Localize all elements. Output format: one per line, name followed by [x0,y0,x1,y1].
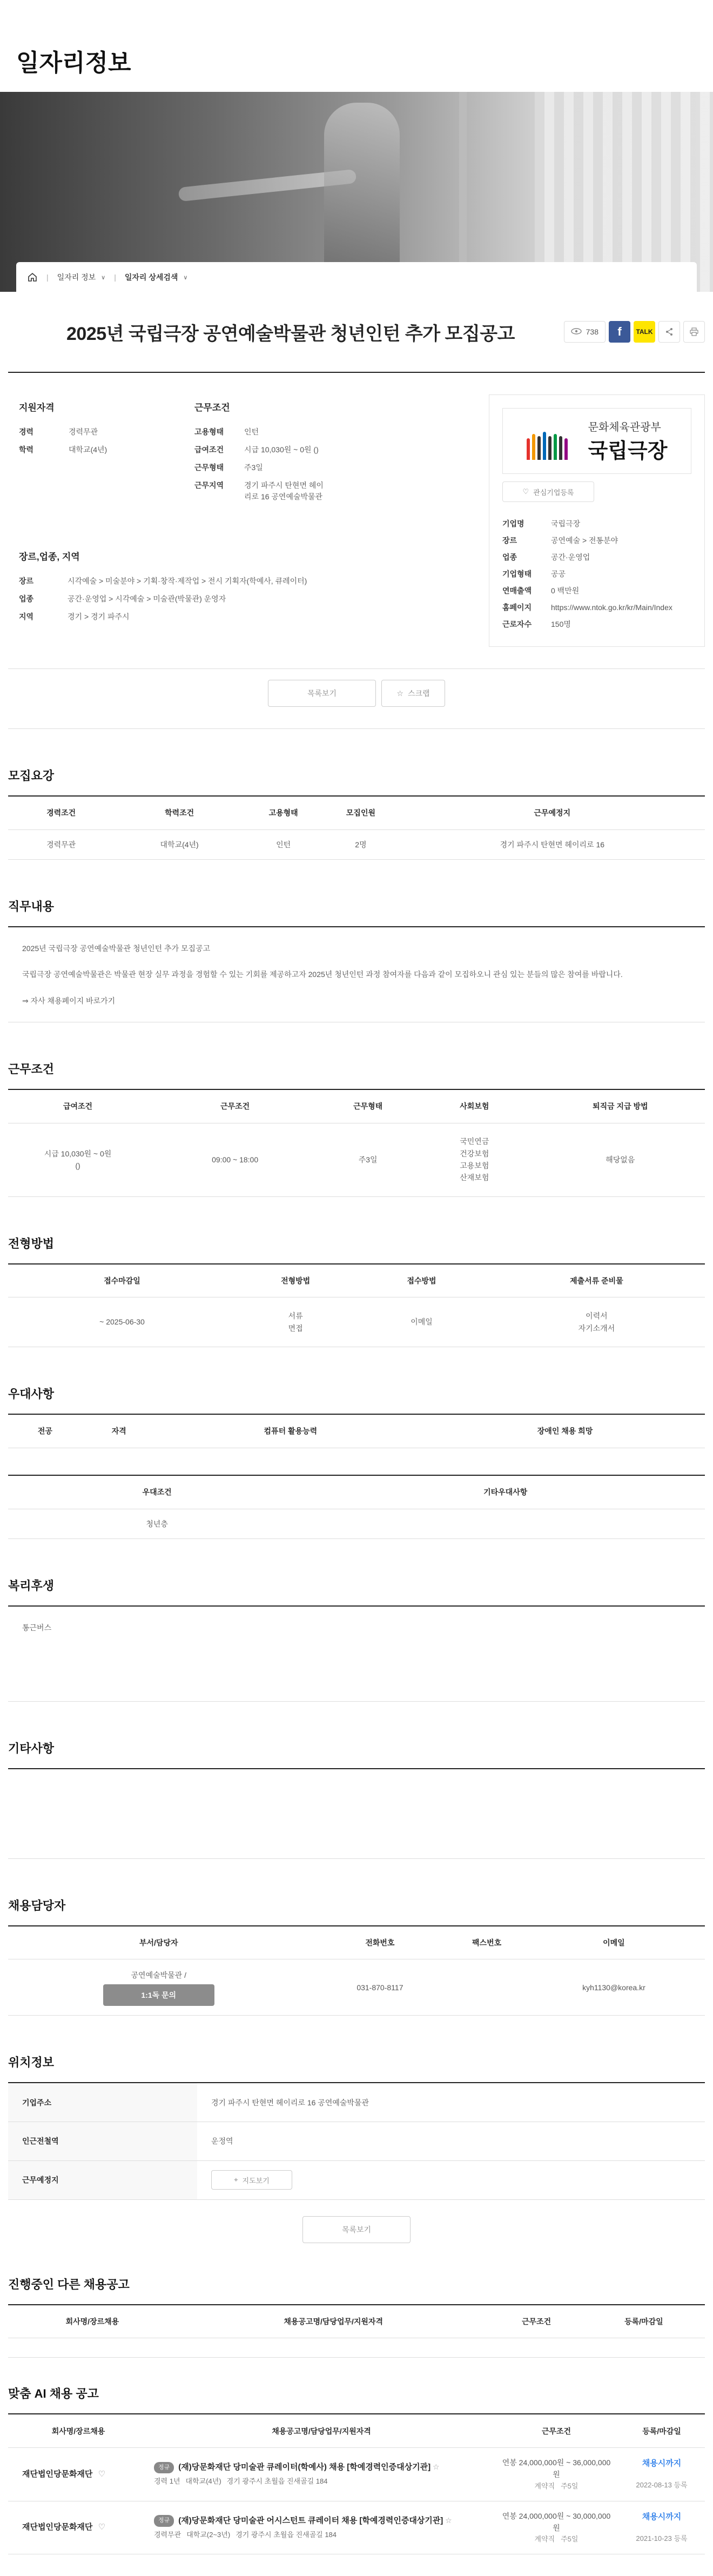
map-pin-icon: ⌖ [234,2176,238,2184]
value: 경기 > 경기 파주시 [68,612,130,621]
value: 공연예술 > 전통분야 [551,536,618,545]
process-section [8,1197,705,1348]
condition-block [194,394,370,509]
welfare-text: 통근버스 [22,1623,52,1632]
value: 150명 [551,620,571,628]
duty-text: 2025년 국립극장 공연예술박물관 청년인턴 추가 모집공고 [22,944,211,953]
chevron-down-icon[interactable]: ∨ [183,274,188,281]
etc-section [8,1702,705,1859]
breadcrumb-level1[interactable]: 일자리 정보 [57,273,96,282]
label: 업종 [19,594,34,603]
ai-jobs-section [8,2358,705,2554]
job-title-row [8,292,705,373]
share-tools [564,321,705,343]
label: 홈페이지 [502,603,532,612]
value: 공간·운영업 [551,553,590,561]
label: 장르 [19,577,34,585]
section-heading: 복리후생 [8,1578,55,1593]
value: 0 백만원 [551,586,580,595]
logo-ministry-text: 문화체육관광부 [588,421,661,433]
table-row[interactable]: 재단법인당문화재단 ♡ 정규 (재)당문화재단 당미술관 큐레이터(학예사) 채용 [학예경력인증대상기관] ☆ 경력 1년 대학교(4년) 경기 광주시 초월읍 진새골길 184 연봉 24,000,000원 ~ 36,000,000원 계약직 주5일 채용시까지 2022-08-13 등록 [8,2447,705,2501]
map-button[interactable]: ⌖ 지도보기 [211,2170,292,2190]
label: 경력 [19,427,34,436]
value: 공공 [551,570,566,578]
company-name[interactable]: 재단법인당문화재단 [22,2523,93,2532]
list-button[interactable]: 목록보기 [268,680,376,707]
star-icon[interactable]: ☆ [433,2463,440,2472]
label: 업종 [502,553,517,561]
star-icon: ☆ [396,688,403,698]
qualification-block [19,394,194,509]
ntok-logo-mark [527,422,581,460]
qualification-heading: 지원자격 [19,403,55,413]
other-jobs-table: 회사명/장르채용 채용공고명/담당업무/지원자격 근무조건 등록/마감일 [8,2304,705,2358]
label: 근무형태 [194,463,224,472]
table-row: 공연예술박물관 / 1:1독 문의 031-870-8117 kyh1130@korea.kr [8,1959,705,2016]
label: 급여조건 [194,445,224,454]
value: 시급 10,030원 ~ 0원 () [244,445,319,454]
label: 근무지역 [194,481,224,490]
job-title-link[interactable]: (재)당문화재단 당미술관 어시스턴트 큐레이터 채용 [학예경력인증대상기관] [178,2515,443,2525]
welfare-section [8,1539,705,1702]
scrap-button[interactable]: ☆ 스크랩 [381,680,445,707]
deadline: 채용시까지 [642,2512,682,2521]
label: 장르 [502,536,517,545]
table-row: ~ 2025-06-30 서류 면접 이메일 이력서 자기소개서 [8,1297,705,1347]
logo-name-text: 국립극장 [588,440,668,463]
table-row[interactable]: 재단법인당문화재단 ♡ 정규 (재)당문화재단 당미술관 어시스턴트 큐레이터 채용 [학예경력인증대상기관] ☆ 경력무관 대학교(2~3년) 경기 광주시 초월읍 진새골길 184 연봉 24,000,000원 ~ 30,000,000원 계약직 주5일 채용시까지 2021-10-23 등록 [8,2501,705,2554]
favorite-label: 관심기업등록 [533,488,574,497]
list-button-bottom[interactable]: 목록보기 [302,2216,411,2243]
value: 경력무관 [69,427,98,436]
table-row: 경력무관 대학교(4년) 인턴 2명 경기 파주시 탄현면 헤이리로 16 [8,829,705,859]
share-icon[interactable] [658,321,680,343]
value: 주3일 [244,463,263,472]
company-name[interactable]: 재단법인당문화재단 [22,2469,93,2479]
heart-icon[interactable]: ♡ [98,2523,106,2532]
label: 근로자수 [502,620,532,628]
job-title-link[interactable]: (재)당문화재단 당미술관 큐레이터(학예사) 채용 [학예경력인증대상기관] [178,2463,431,2472]
preference-table: 전공 자격 컴퓨터 활용능력 장애인 채용 희망 [8,1414,705,1475]
duty-text: 국립극장 공연예술박물관은 박물관 현장 실무 과정을 경험할 수 있는 기회를 제공하고자 2025년 청년인턴 과정 참여자를 다음과 같이 모집하오니 관심 있는 분들의 많은 참여를 바랍니다. [22,970,623,979]
label: 연매출액 [502,586,532,595]
value: 시각예술 > 미술분야 > 기획·창작·제작업 > 전시 기획자(학예사, 큐레이터) [68,577,307,585]
other-jobs-section [8,2243,705,2358]
contact-table: 부서/담당자 전화번호 팩스번호 이메일 공연예술박물관 / 1:1독 문의 031-870-8117 kyh1130@korea.kr [8,1925,705,2016]
label: 기업형태 [502,570,532,578]
home-icon[interactable] [27,272,38,283]
contact-section [8,1859,705,2016]
value: 경기 파주시 탄현면 헤이리로 16 공연예술박물관 [244,481,324,501]
section-heading: 전형방법 [8,1236,55,1250]
star-icon[interactable]: ☆ [445,2515,452,2525]
job-badge: 정규 [154,2462,174,2474]
job-badge: 정규 [154,2515,174,2527]
breadcrumb-level2[interactable]: 일자리 상세검색 [124,273,178,282]
label: 학력 [19,445,34,454]
company-info [502,518,691,630]
action-buttons [8,669,705,729]
heart-icon: ♡ [522,487,529,496]
value: 공간·운영업 > 시각예술 > 미술관(박물관) 운영자 [68,594,226,603]
homepage-link[interactable]: https://www.ntok.go.kr/kr/Main/Index [551,603,672,612]
company-recruit-link[interactable]: ⇒ 자사 채용페이지 바로가기 [22,996,116,1005]
heart-icon[interactable]: ♡ [98,2469,106,2479]
section-heading: 위치정보 [8,2056,55,2070]
label: 지역 [19,612,34,621]
kakao-share-button[interactable]: TALK [634,321,655,343]
preference-table-2: 우대조건 기타우대사항 청년층 [8,1475,705,1539]
eye-icon [571,327,582,336]
section-heading: 맞춤 AI 채용 공고 [8,2387,99,2401]
section-heading: 우대사항 [8,1387,55,1401]
etc-content [8,1768,705,1859]
company-logo [502,408,691,474]
favorite-company-button[interactable] [502,481,594,502]
duty-content [8,926,705,1022]
value: 국립극장 [551,519,581,528]
welfare-content [8,1605,705,1702]
section-heading: 기타사항 [8,1741,55,1755]
job-summary [8,373,705,669]
breadcrumb: | 일자리 정보 ∨ | 일자리 상세검색 ∨ [16,262,697,292]
contact-dept: 공연예술박물관 / [131,1970,186,1979]
section-heading: 직무내용 [8,899,55,913]
location-section [8,2016,705,2200]
inquiry-button[interactable]: 1:1독 문의 [103,1984,214,2006]
facebook-share-button[interactable]: f [609,321,630,343]
field-heading: 장르,업종, 지역 [19,552,80,562]
recruit-table: 경력조건 학력조건 고용형태 모집인원 근무예정지 경력무관 대학교(4년) 인턴 2명 경기 파주시 탄현면 헤이리로 16 [8,795,705,860]
deadline: 채용시까지 [642,2459,682,2468]
company-card [489,394,705,647]
table-row: 시급 10,030원 ~ 0원 () 09:00 ~ 18:00 주3일 국민연금 건강보험 고용보험 산재보험 해당없음 [8,1123,705,1196]
label: 기업명 [502,519,524,528]
label: 고용형태 [194,427,224,436]
print-icon[interactable] [683,321,705,343]
value: 대학교(4년) [69,445,107,454]
summary-left [8,394,489,647]
chevron-down-icon[interactable]: ∨ [101,274,106,281]
duty-section [8,860,705,1022]
page-header [0,0,713,92]
preference-section [8,1347,705,1539]
section-heading: 진행중인 다른 채용공고 [8,2277,130,2291]
section-heading: 채용담당자 [8,1898,66,1912]
work-table: 급여조건 근무조건 근무형태 사회보험 퇴직금 지급 방법 시급 10,030원 ~ 0원 () 09:00 ~ 18:00 주3일 국민연금 건강보험 고용보험 산재보험 해당없음 [8,1089,705,1197]
ai-jobs-table: 회사명/장르채용 채용공고명/담당업무/지원자격 근무조건 등록/마감일 재단법인당문화재단 ♡ 정규 (재)당문화재단 당미술관 큐레이터(학예사) 채용 [학예경력인증대상기관] ☆ 경력 1년 대학교(4년) 경기 광주시 초월읍 진새골길 184 연봉 24,000,000원 ~ 36,000,000원 계약직 주5일 채용시까지 2022-08-13 등록 재단법인당문화재단 ♡ 정규 (재)당문화재단 당미술관 어시스턴트 큐레이터 채용 [학예경력인증대상기관] ☆ 경력무관 대학교(2~3년) 경기 광주시 초월읍 진새골길 184 연봉 24,000,000원 ~ 30,000,000원 계약직 주5일 채용시까지 2021-10-23 등록 [8,2413,705,2554]
value: 인턴 [244,427,259,436]
table-row: 청년층 [8,1509,705,1538]
recruit-section [8,729,705,860]
bottom-actions [8,2200,705,2243]
job-title: 2025년 국립극장 공연예술박물관 청년인턴 추가 모집공고 [66,323,515,344]
view-count [564,321,606,343]
section-heading: 모집요강 [8,769,55,782]
field-block [19,549,483,623]
location-table: 기업주소 경기 파주시 탄현면 헤이리로 16 공연예술박물관 인근전철역 운정역 근무예정지 ⌖ 지도보기 [8,2082,705,2200]
condition-heading: 근무조건 [194,403,230,413]
view-count-value: 738 [586,327,598,336]
work-section [8,1022,705,1197]
hero-dancer [324,103,400,276]
process-table: 접수마감일 전형방법 접수방법 제출서류 준비물 ~ 2025-06-30 서류 면접 이메일 이력서 자기소개서 [8,1263,705,1348]
section-heading: 근무조건 [8,1062,55,1076]
page-title: 일자리정보 [16,50,131,76]
